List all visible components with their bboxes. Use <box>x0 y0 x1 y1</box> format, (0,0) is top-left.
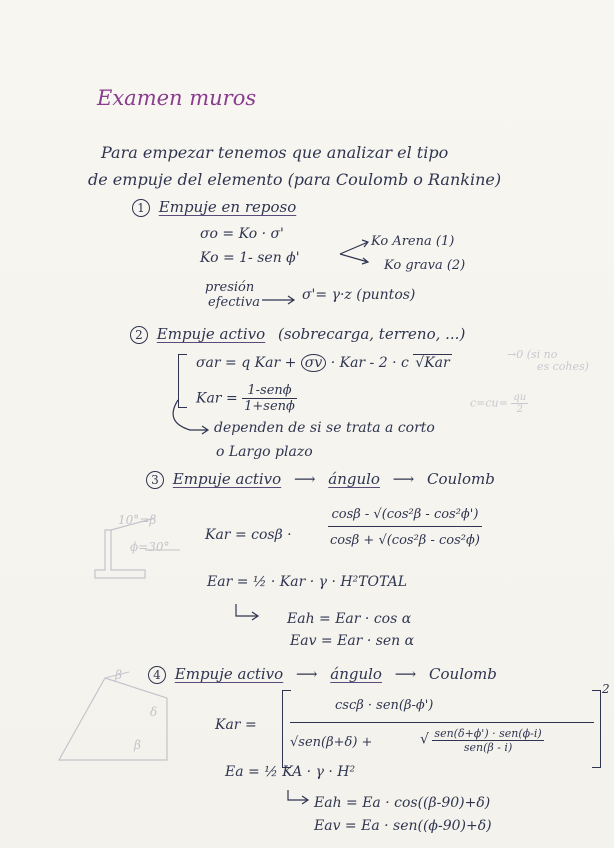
section-2-heading: Empuje activo <box>156 325 266 343</box>
s4-kar-fraction-bar <box>290 722 594 723</box>
section-1-number: 1 <box>132 199 150 217</box>
s2-side-frac <box>511 392 528 415</box>
hook-arrow-icon <box>234 604 264 624</box>
s2-kar-fraction <box>242 383 297 414</box>
s3-kar-lhs: Kar = cosβ · <box>205 527 292 543</box>
s2-side-note-3 <box>470 392 528 415</box>
section-3-heading-row: 3 Empuje activo ⟶ ángulo ⟶ Coulomb <box>146 470 495 489</box>
s2-eq1-root: Kar <box>424 355 450 371</box>
s2-eq-sigma-ar: σar = q Kar + σv · Kar - 2 · c √Kar <box>196 355 450 371</box>
s4-kar-num: cscβ · sen(β-ϕ') <box>335 698 434 713</box>
page-title: Examen muros <box>97 86 257 110</box>
s2-side-note-3-text: c=cu= <box>470 396 508 410</box>
intro-line-2: de empuje del elemento (para Coulomb o Rankine) <box>88 170 502 189</box>
s2-eq1-part-a: σar = q Kar + <box>196 355 297 371</box>
s2-eq1-part-b: · Kar - 2 · c <box>330 355 409 371</box>
s4-exponent: 2 <box>602 682 610 696</box>
s2-side-note-1: →0 (si no <box>507 348 558 361</box>
s4-inner-num: sen(δ+ϕ') · sen(ϕ-i) <box>434 727 542 740</box>
section-4-heading-row: 4 Empuje activo ⟶ ángulo ⟶ Coulomb <box>148 665 497 684</box>
s4-fig-label-2: δ <box>150 705 158 719</box>
arrow-right-icon <box>262 294 298 306</box>
section-3-number: 3 <box>146 471 164 489</box>
s1-pressure-label-1: presión <box>205 280 255 295</box>
section-4-heading: Empuje activo <box>174 665 284 683</box>
s2-kar-label: Kar = <box>196 390 238 407</box>
s2-side-frac-den: 2 <box>516 404 523 415</box>
s4-fig-label-3: β <box>134 738 141 752</box>
s2-kar-num: 1-senϕ <box>242 383 297 399</box>
s3-ear-eq: Ear = ½ · Kar · γ · H²TOTAL <box>207 574 407 590</box>
s4-kar-lhs: Kar = <box>215 717 257 733</box>
bracket-open <box>282 690 291 768</box>
s2-kar-den: 1+senϕ <box>244 399 295 414</box>
s4-eav-eq: Eav = Ea · sen((ϕ-90)+δ) <box>314 818 492 834</box>
ghost-text <box>290 92 294 108</box>
hook-arrow-icon-2 <box>286 790 312 808</box>
s1-k0-grava: Ko grava (2) <box>384 258 466 273</box>
s3-kar-fraction <box>328 507 482 548</box>
section-3-chain-1: ángulo <box>328 470 380 488</box>
s3-fig-phi: ϕ=30° <box>130 540 170 554</box>
s2-depends-1: dependen de si se trata a corto <box>214 420 435 436</box>
s3-eah-eq: Eah = Ear · cos α <box>287 611 412 627</box>
s2-depends-2: o Largo plazo <box>216 444 313 460</box>
curved-arrow-icon <box>160 400 220 440</box>
s4-inner-frac-box <box>432 727 543 754</box>
s4-eah-eq: Eah = Ea · cos((β-90)+δ) <box>314 795 491 811</box>
s4-kar-den-a: √sen(β+δ) + <box>290 735 373 750</box>
section-4-chain-1: ángulo <box>330 665 382 683</box>
section-3-chain-2: Coulomb <box>427 470 495 488</box>
s1-k0-arena: Ko Arena (1) <box>371 234 455 249</box>
section-2-number: 2 <box>130 326 148 344</box>
s1-pressure-label-2: efectiva <box>208 295 260 310</box>
s2-eq1-sigma-v: σv <box>301 354 326 372</box>
s3-eav-eq: Eav = Ear · sen α <box>290 633 415 649</box>
intro-line-1: Para empezar tenemos que analizar el tipo <box>101 143 449 162</box>
s1-eq-k0: Ko = 1- sen ϕ' <box>200 250 300 266</box>
section-4-number: 4 <box>148 666 166 684</box>
section-1-heading: Empuje en reposo <box>158 198 297 216</box>
s2-side-frac-num: qu <box>513 392 527 403</box>
s3-kar-den: cosβ + √(cos²β - cos²ϕ) <box>330 533 480 548</box>
s4-fig-label-1: β <box>115 668 122 682</box>
section-1-heading-row <box>132 198 296 217</box>
s2-side-note-2: es cohes) <box>537 360 589 373</box>
s3-kar-frac-box <box>328 507 482 548</box>
s1-eq-sigma0: σo = Ko · σ' <box>200 226 284 242</box>
s3-fig-beta: 10°=β <box>118 513 157 527</box>
s4-kar-inner-fraction: √ $\frac{\text{sen(δ+ϕ') · sen(ϕ-i)}}{\text{sen(β - i)}}$ <box>420 727 542 754</box>
section-4-chain-2: Coulomb <box>429 665 497 683</box>
bracket-close <box>592 690 601 768</box>
section-2-note: (sobrecarga, terreno, ...) <box>277 325 466 343</box>
s3-kar-num: cosβ - √(cos²β - cos²ϕ') <box>328 507 482 527</box>
s4-ea-eq: Ea = ½ KA · γ · H² <box>225 764 356 780</box>
section-2-heading-row <box>130 325 465 344</box>
s4-inner-den: sen(β - i) <box>463 741 513 754</box>
s1-effective-pressure-eq: σ'= γ·z (puntos) <box>302 287 416 303</box>
section-3-heading: Empuje activo <box>172 470 282 488</box>
